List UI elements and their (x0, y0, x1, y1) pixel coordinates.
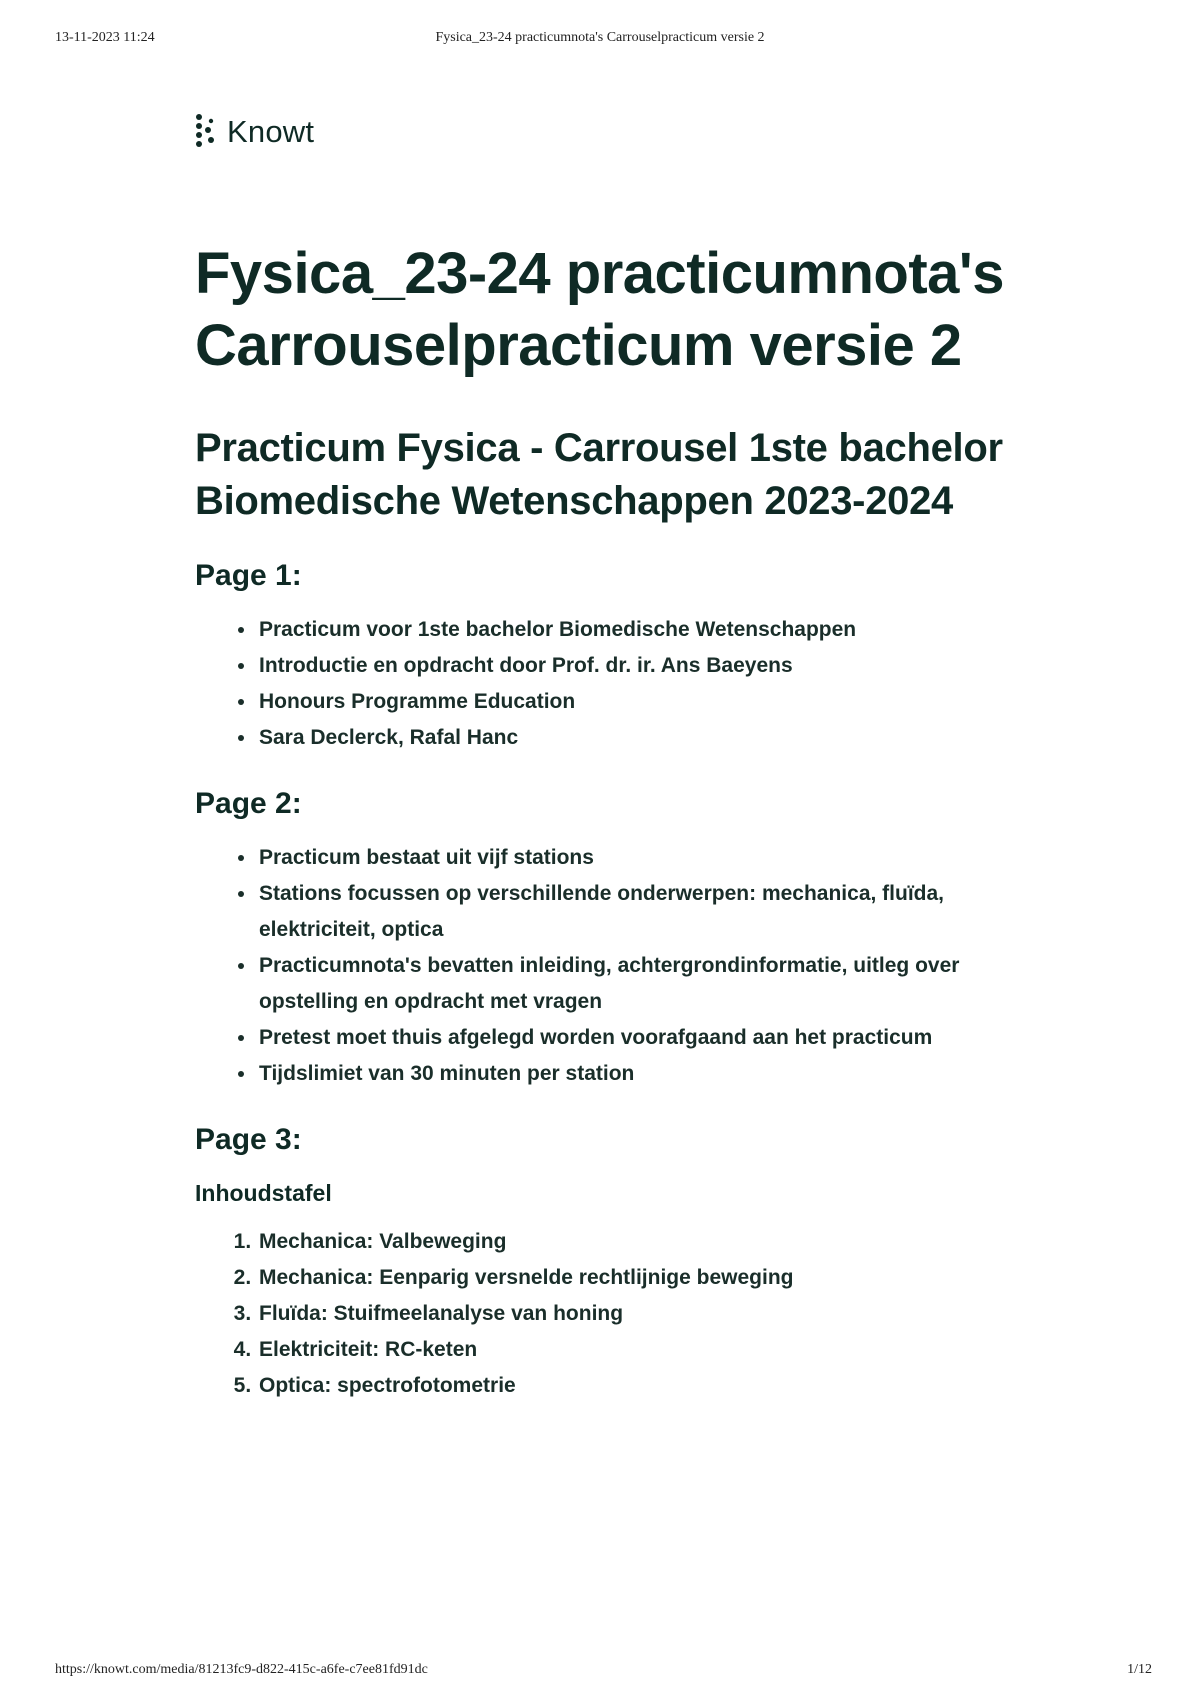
knowt-logo-icon (195, 113, 217, 151)
list-item: • Sara Declerck, Rafal Hanc (257, 720, 1015, 756)
print-footer (0, 1662, 1200, 1682)
list-item: • Introductie en opdracht door Prof. dr. ir. Ans Baeyens (257, 648, 1015, 684)
document-title: Fysica_23-24 practicumnota's Carrouselpracticum versie 2 (195, 241, 1004, 378)
section-page-2 (195, 782, 1015, 1092)
section-heading: Page 2: (195, 787, 302, 820)
print-page-title: Fysica_23-24 practicumnota's Carrouselpracticum versie 2 (435, 30, 765, 45)
brand-name: Knowt (227, 114, 315, 149)
table-of-contents-list (195, 1224, 1015, 1404)
print-datetime: 13-11-2023 11:24 (55, 30, 155, 45)
brand-logo[interactable] (195, 110, 1015, 154)
list-item: • Practicumnota's bevatten inleiding, achtergrondinformatie, uitleg over opstelling en opdracht met vragen (257, 948, 1015, 1020)
bullet-list (195, 840, 1015, 1092)
list-item: 5. Optica: spectrofotometrie (257, 1368, 1015, 1404)
list-item: • Stations focussen op verschillende onderwerpen: mechanica, fluïda, elektriciteit, optica (257, 876, 1015, 948)
list-item: • Honours Programme Education (257, 684, 1015, 720)
list-item: 4. Elektriciteit: RC-keten (257, 1332, 1015, 1368)
section-heading: Page 3: (195, 1123, 302, 1156)
section-heading: Page 1: (195, 559, 302, 592)
bullet-list (195, 612, 1015, 756)
section-page-3 (195, 1118, 1015, 1404)
page-counter: 1/12 (1127, 1662, 1152, 1677)
list-item: • Practicum voor 1ste bachelor Biomedische Wetenschappen (257, 612, 1015, 648)
list-item: 3. Fluïda: Stuifmeelanalyse van honing (257, 1296, 1015, 1332)
list-item: • Practicum bestaat uit vijf stations (257, 840, 1015, 876)
section-page-1 (195, 554, 1015, 756)
list-item: 2. Mechanica: Eenparig versnelde rechtlijnige beweging (257, 1260, 1015, 1296)
document-content (195, 110, 1015, 1404)
list-item: • Tijdslimiet van 30 minuten per station (257, 1056, 1015, 1092)
list-item: • Pretest moet thuis afgelegd worden voorafgaand aan het practicum (257, 1020, 1015, 1056)
document-subtitle: Practicum Fysica - Carrousel 1ste bachelor Biomedische Wetenschappen 2023-2024 (195, 426, 1003, 523)
list-item: 1. Mechanica: Valbeweging (257, 1224, 1015, 1260)
print-header (0, 30, 1200, 50)
table-of-contents-heading: Inhoudstafel (195, 1180, 332, 1206)
print-url[interactable]: https://knowt.com/media/81213fc9-d822-415c-a6fe-c7ee81fd91dc (55, 1662, 428, 1677)
